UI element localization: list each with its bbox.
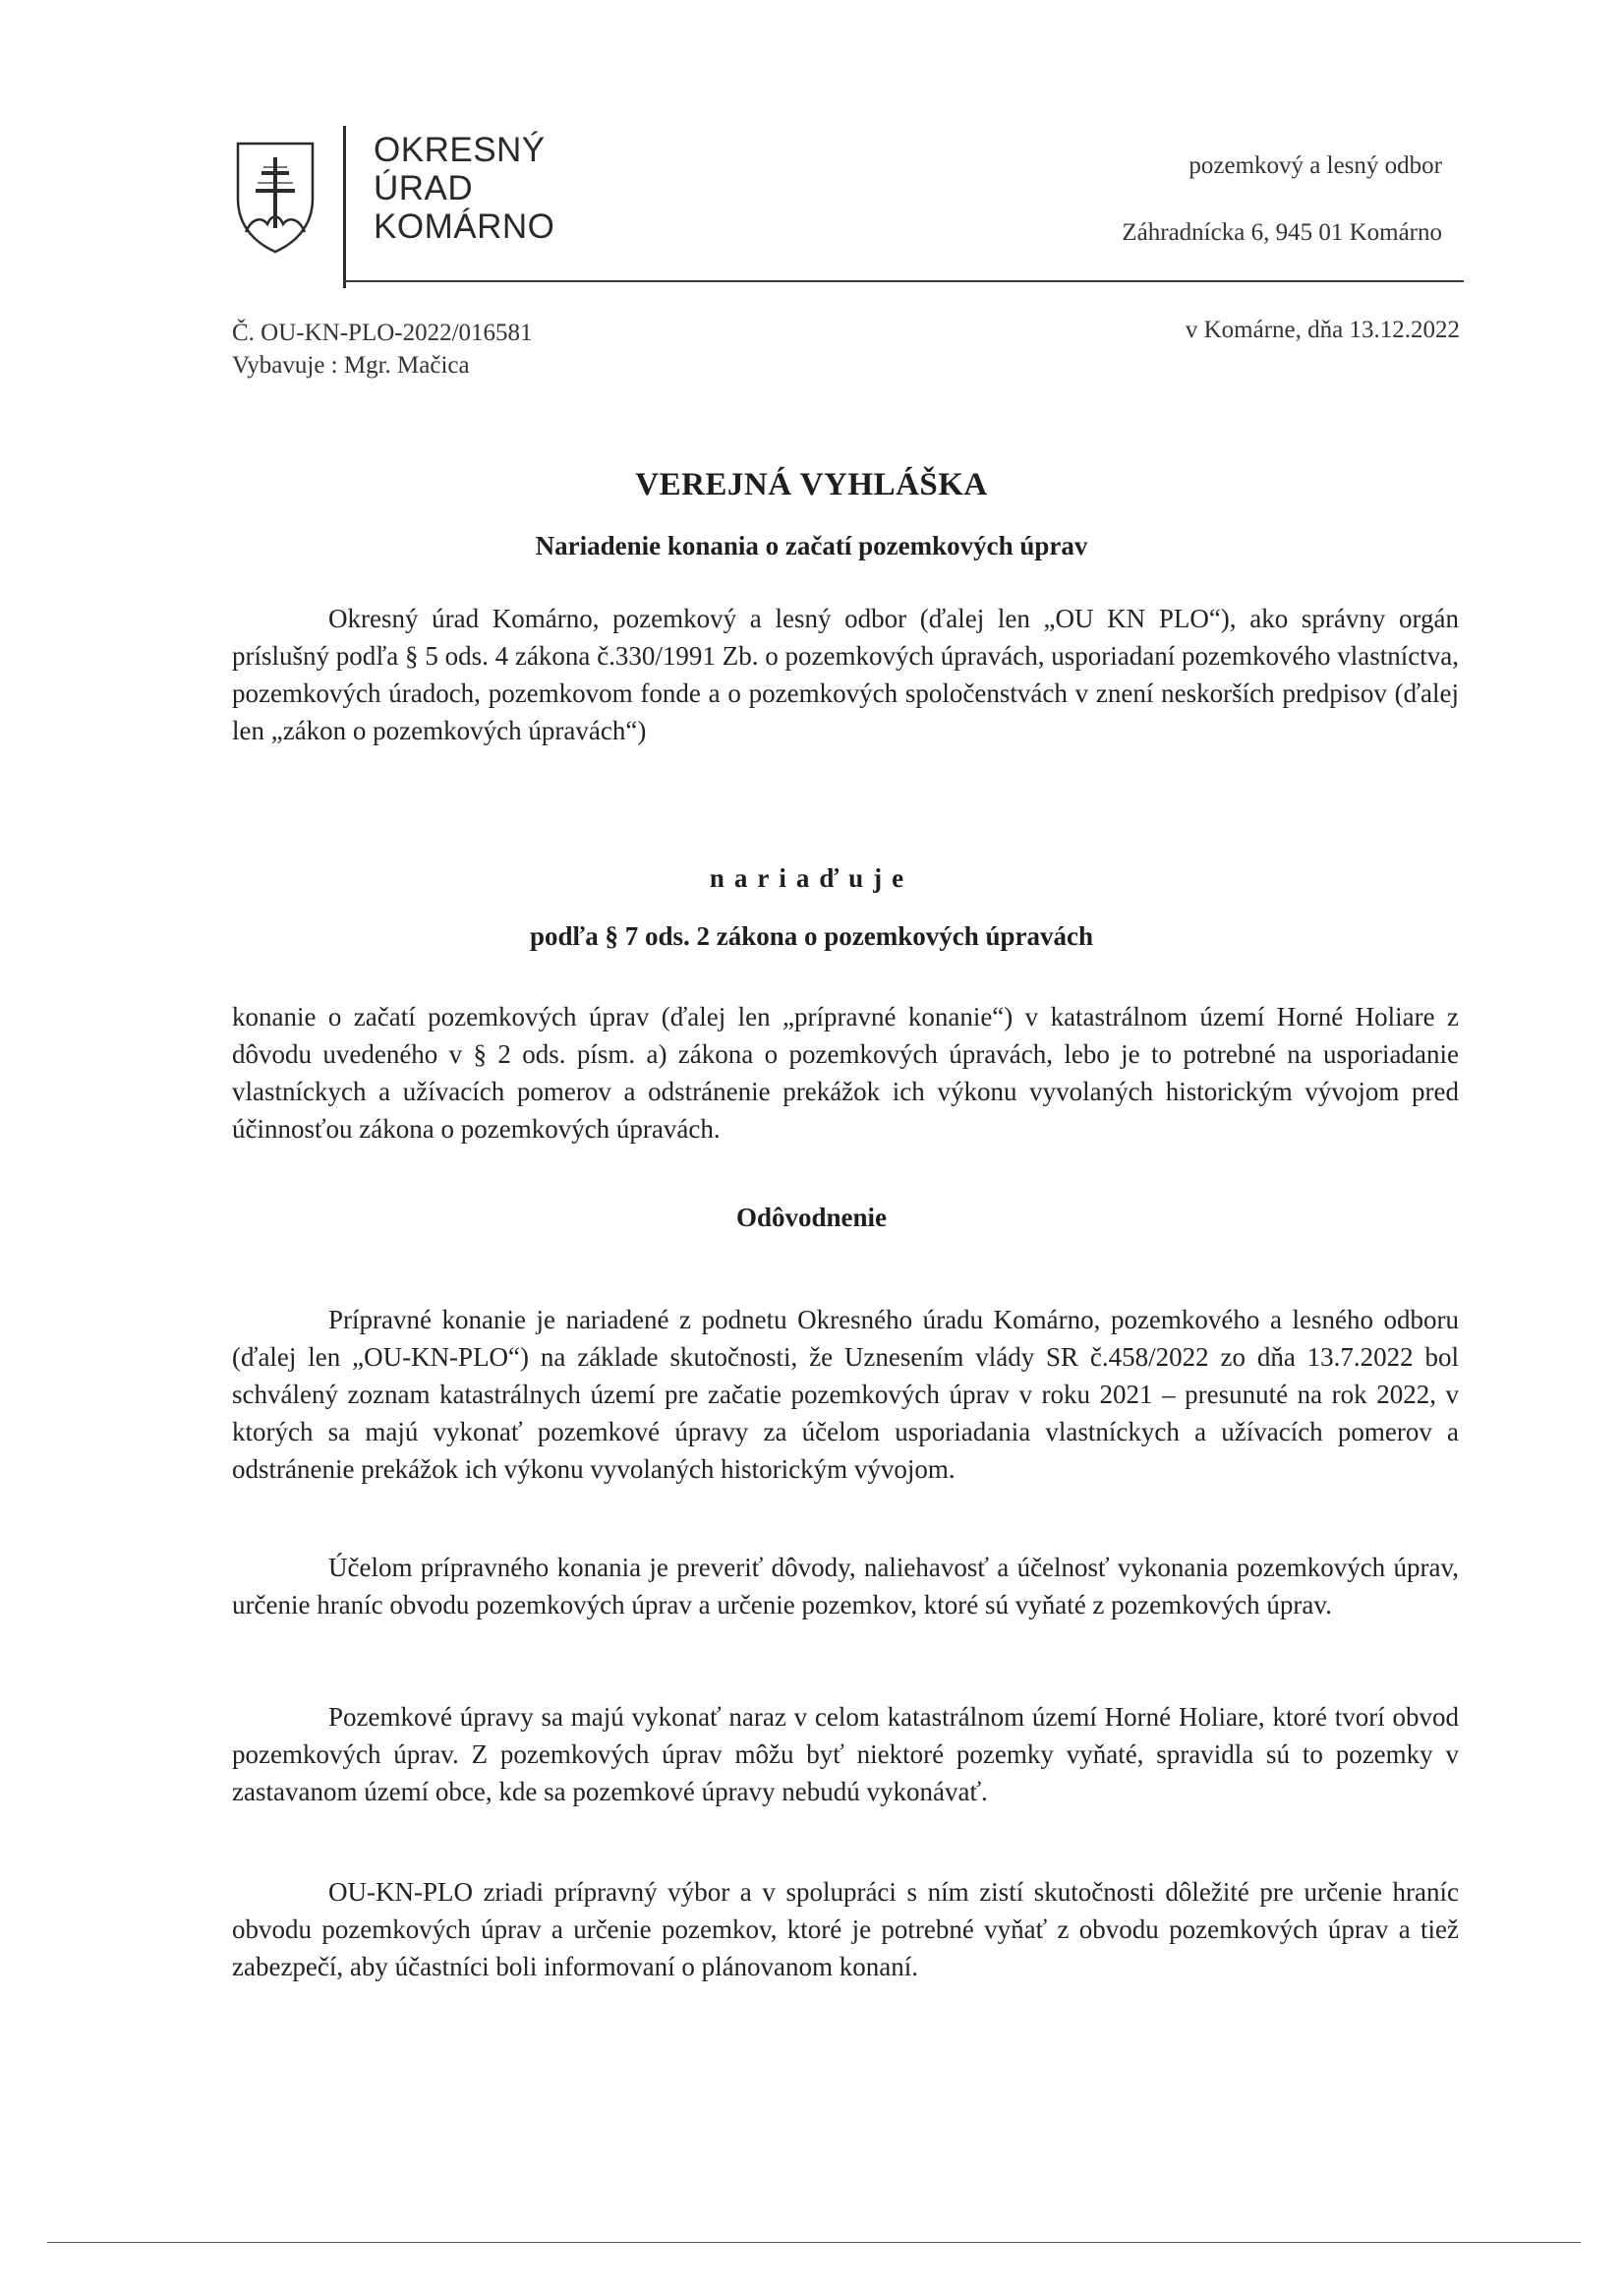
document-subtitle: Nariadenie konania o začatí pozemkových úprav: [535, 531, 1088, 560]
reference-block: [232, 317, 533, 382]
department-name: pozemkový a lesný odbor: [1188, 152, 1442, 179]
decree-paragraph: konanie o začatí pozemkových úprav (ďalej len „prípravné konanie“) v katastrálnom území Horné Holiare z dôvodu uvedeného v § 2 ods. písm. a) zákona o pozemkových úpravách, lebo je to potrebné na usporiadanie vlastníckych a užívacích pomerov a odstránenie prekážok ich výkonu vyvolaných historickým vývojom pred účinnosťou zákona o pozemkových úpravách.: [232, 1002, 1459, 1144]
decree-basis: podľa § 7 ods. 2 zákona o pozemkových úpravách: [530, 921, 1093, 951]
header-divider-vertical: [343, 126, 346, 288]
reasoning-paragraph-4: OU-KN-PLO zriadi prípravný výbor a v spolupráci s ním zistí skutočnosti dôležité pre určenie hraníc obvodu pozemkových úprav a určenie pozemkov, ktoré je potrebné vyňať z obvodu pozemkových úprav a tiež zabezpečí, aby účastníci boli informovaní o plánovanom konaní.: [232, 1877, 1459, 1981]
handled-by: Vybavuje : Mgr. Mačica: [232, 352, 470, 379]
decree-word: nariaďuje: [709, 863, 914, 893]
document-title: VEREJNÁ VYHLÁŠKA: [635, 467, 988, 502]
reference-number: Č. OU-KN-PLO-2022/016581: [232, 320, 533, 346]
reasoning-paragraph-3: Pozemkové úpravy sa majú vykonať naraz v celom katastrálnom území Horné Holiare, ktoré tvorí obvod pozemkových úprav. Z pozemkových úprav môžu byť niektoré pozemky vyňaté, spravidla sú to pozemky v zastavanom území obce, kde sa pozemkové úpravy nebudú vykonávať.: [232, 1702, 1459, 1806]
office-name-line-1: OKRESNÝ: [374, 131, 546, 169]
document-date: v Komárne, dňa 13.12.2022: [1185, 317, 1460, 343]
reasoning-paragraph-2: Účelom prípravného konania je preveriť dôvody, naliehavosť a účelnosť vykonania pozemkových úprav, určenie hraníc obvodu pozemkových úprav a určenie pozemkov, ktoré sú vyňaté z pozemkových úprav.: [232, 1553, 1459, 1619]
office-name-line-2: ÚRAD: [374, 169, 474, 207]
reasoning-paragraph-1: Prípravné konanie je nariadené z podnetu Okresného úradu Komárno, pozemkového a lesného odboru (ďalej len „OU-KN-PLO“) na základe skutočnosti, že Uznesením vlády SR č.458/2022 zo dňa 13.7.2022 bol schválený zoznam katastrálnych území pre začatie pozemkových úprav v roku 2021 – presunuté na rok 2022, v ktorých sa majú vykonať pozemkové úpravy za účelom usporiadania vlastníckych a užívacích pomerov a odstránenie prekážok ich výkonu vyvolaných historickým vývojom.: [232, 1305, 1459, 1484]
department-address: Záhradnícka 6, 945 01 Komárno: [1122, 219, 1442, 246]
footer-divider: [47, 2242, 1581, 2243]
office-name: [374, 131, 554, 246]
slovak-coat-of-arms-icon: [232, 138, 319, 256]
office-name-line-3: KOMÁRNO: [374, 207, 555, 246]
header-divider-horizontal: [343, 280, 1464, 282]
reasoning-heading: Odôvodnenie: [735, 1203, 888, 1232]
intro-paragraph: Okresný úrad Komárno, pozemkový a lesný odbor (ďalej len „OU KN PLO“), ako správny orgán príslušný podľa § 5 ods. 4 zákona č.330/1991 Zb. o pozemkových úpravách, usporiadaní pozemkového vlastníctva, pozemkových úradoch, pozemkovom fonde a o pozemkových spoločenstvách v znení neskorších predpisov (ďalej len „zákon o pozemkových úpravách“): [232, 604, 1459, 745]
